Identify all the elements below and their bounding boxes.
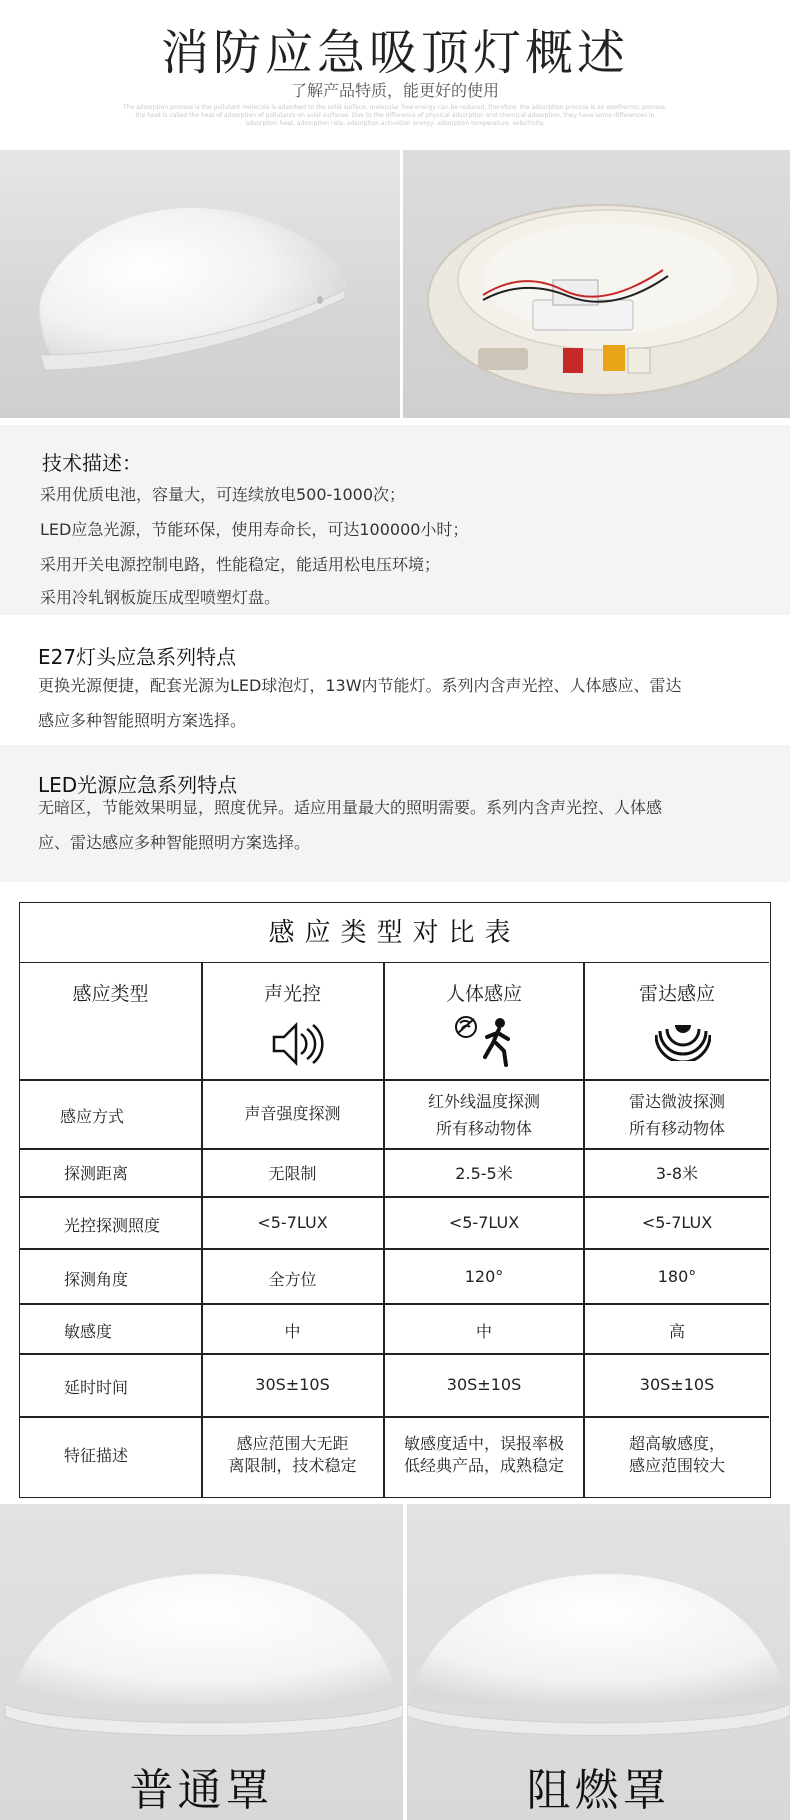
led-text-line2: 应、雷达感应多种智能照明方案选择。 (38, 833, 311, 852)
cell: <5-7LUX (448, 1213, 520, 1232)
cell: 30S±10S (446, 1375, 522, 1394)
e27-title: E27灯头应急系列特点 (38, 645, 237, 669)
table-divider (20, 1196, 769, 1198)
speaker-icon (270, 1021, 326, 1067)
cell: 感应范围大无距 (236, 1434, 349, 1453)
cell: 高 (668, 1322, 685, 1341)
cell: 红外线温度探测 (427, 1092, 540, 1111)
row-label: 敏感度 (64, 1322, 113, 1341)
cell: 声音强度探测 (244, 1104, 341, 1123)
shade-comparison (0, 1504, 790, 1820)
table-divider (20, 1148, 769, 1150)
cell: 中 (284, 1322, 301, 1341)
col-header-radar: 雷达感应 (638, 983, 715, 1005)
cell: 30S±10S (255, 1375, 330, 1394)
flame-retardant-shade-label: 阻燃罩 (526, 1765, 671, 1816)
led-title: LED光源应急系列特点 (38, 773, 238, 797)
cell: 全方位 (268, 1270, 317, 1289)
row-label: 光控探测照度 (64, 1216, 161, 1235)
row-label: 探测距离 (64, 1164, 129, 1183)
e27-text-line2: 感应多种智能照明方案选择。 (38, 711, 247, 730)
tech-line: 采用冷轧钢板旋压成型喷塑灯盘。 (40, 588, 281, 607)
col-header-sound-light: 声光控 (263, 983, 321, 1005)
flame-retardant-shade-photo (407, 1504, 790, 1820)
cell: 3-8米 (655, 1164, 699, 1183)
table-title: 感应类型对比表 (20, 903, 769, 963)
cell: 离限制，技术稳定 (228, 1456, 357, 1475)
table-divider (20, 1248, 769, 1250)
cell: 2.5-5米 (455, 1164, 513, 1183)
person-motion-icon (452, 1013, 522, 1069)
table-divider (20, 1303, 769, 1305)
tech-title: 技术描述： (42, 451, 142, 475)
page-subtitle: 了解产品特质，能更好的使用 (290, 81, 499, 100)
tech-line: LED应急光源，节能环保，使用寿命长，可达100000小时； (40, 520, 469, 539)
led-series-section (0, 745, 790, 882)
header-label: 感应类型 (72, 983, 149, 1005)
standard-shade-label: 普通罩 (129, 1765, 274, 1816)
table-divider (20, 1353, 769, 1355)
cell: <5-7LUX (257, 1213, 328, 1232)
cell: 180° (657, 1267, 697, 1286)
standard-shade-photo (0, 1504, 403, 1820)
lamp-cover-photo (0, 150, 400, 418)
led-text-line1: 无暗区，节能效果明显，照度优异。适应用量最大的照明需要。系列内含声光控、人体感 (38, 798, 663, 817)
row-label: 特征描述 (64, 1446, 129, 1465)
page-title: 消防应急吸顶灯概述 (160, 25, 629, 81)
cell: 30S±10S (639, 1375, 715, 1394)
col-header-human: 人体感应 (445, 983, 522, 1005)
table-divider (20, 1416, 769, 1418)
product-photo-row (0, 150, 790, 418)
tech-line: 采用开关电源控制电路，性能稳定，能适用松电压环境； (40, 555, 441, 574)
table-divider (20, 1079, 769, 1081)
row-label: 延时时间 (64, 1378, 129, 1397)
cell: 所有移动物体 (628, 1119, 725, 1138)
tech-line: 采用优质电池，容量大，可连续放电500-1000次； (40, 485, 406, 504)
comparison-table (19, 902, 771, 1498)
row-label: 探测角度 (64, 1270, 129, 1289)
e27-series-section (0, 625, 790, 740)
fine-print: The adsorption process is the pollutant molecule is adsorbed to the solid surface, molecular free energy can be reduced, therefore, the adsorption process is an exothermic process, the heat is called the heat of adsorption of pollutants on solid surfaces. Due to the difference of physical adsorption and chemical adsorption, they have some differences in adsorption heat, adsorption rate, adsorption activation energy, adsorption temperature, selectivity. (123, 104, 667, 127)
cell: 敏感度适中，误报率极 (403, 1434, 564, 1453)
header (0, 0, 790, 150)
cell: 超高敏感度， (628, 1434, 725, 1453)
radar-wave-icon (655, 1021, 711, 1061)
tech-description-section (0, 425, 790, 615)
cell: 感应范围较大 (628, 1456, 725, 1475)
cell: 雷达微波探测 (628, 1092, 725, 1111)
cell: 低经典产品，成熟稳定 (403, 1456, 564, 1475)
cell: 120° (464, 1267, 504, 1286)
row-label: 感应方式 (60, 1107, 125, 1126)
e27-text-line1: 更换光源便捷，配套光源为LED球泡灯，13W内节能灯。系列内含声光控、人体感应、雷达 (38, 676, 682, 695)
cell: 所有移动物体 (435, 1119, 532, 1138)
lamp-base-photo (403, 150, 790, 418)
cell: 中 (475, 1322, 492, 1341)
cell: <5-7LUX (641, 1213, 713, 1232)
cell: 无限制 (268, 1164, 317, 1183)
